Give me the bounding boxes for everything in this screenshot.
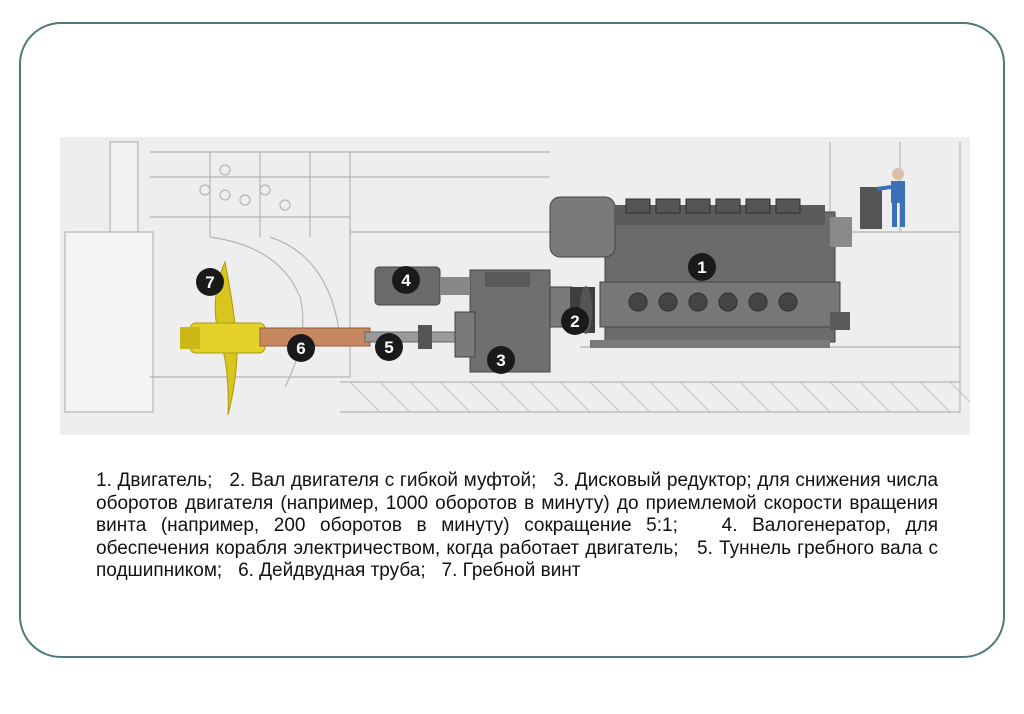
truss-strut <box>890 382 920 412</box>
marker-3-label: 3 <box>496 351 506 370</box>
truss-strut <box>770 382 800 412</box>
marker-6 <box>287 334 315 362</box>
cylinder-head <box>716 199 740 213</box>
truss-strut <box>740 382 770 412</box>
cylinder-head <box>686 199 710 213</box>
engine-cylinder <box>659 293 677 311</box>
marker-5-label: 5 <box>384 338 394 357</box>
marker-7-label: 7 <box>205 273 215 292</box>
engine-cylinder <box>719 293 737 311</box>
caption-item-2: 2. Вал двигателя с гибкой муфтой; <box>229 470 537 491</box>
caption-item-1: 1. Двигатель; <box>96 470 213 491</box>
marker-7 <box>196 268 224 296</box>
cylinder-head <box>776 199 800 213</box>
marker-4 <box>392 266 420 294</box>
caption-item-3: 3. Дисковый редуктор; для снижения числа оборотов двигателя (например, 1000 оборотов в минуту) до приемлемой скорости вращения винта (например, 200 оборотов в минуту) сокращение 5:1; <box>96 470 939 536</box>
marker-6-label: 6 <box>296 339 306 358</box>
cylinder-head <box>746 199 770 213</box>
engine-cylinder <box>629 293 647 311</box>
propulsion-diagram <box>60 137 970 435</box>
truss-strut <box>590 382 620 412</box>
truss-strut <box>680 382 710 412</box>
truss-strut <box>650 382 680 412</box>
truss-strut <box>500 382 530 412</box>
double-bottom-truss <box>350 382 970 412</box>
marker-3 <box>487 346 515 374</box>
truss-strut <box>530 382 560 412</box>
truss-strut <box>800 382 830 412</box>
marker-2-label: 2 <box>570 312 580 331</box>
truss-strut <box>860 382 890 412</box>
marker-4-label: 4 <box>401 271 411 290</box>
marker-5 <box>375 333 403 361</box>
diagram-caption <box>96 470 938 583</box>
shaft-generator-graphic <box>375 267 470 305</box>
caption-item-6: 6. Дейдвудная труба; <box>238 560 426 581</box>
truss-strut <box>560 382 590 412</box>
marker-1-label: 1 <box>697 258 707 277</box>
marker-1 <box>688 253 716 281</box>
truss-strut <box>620 382 650 412</box>
caption-item-5: 5. Туннель гребного вала с подшипником; <box>96 537 938 581</box>
engine-cylinder <box>749 293 767 311</box>
truss-strut <box>830 382 860 412</box>
caption-item-7: 7. Гребной винт <box>441 560 581 581</box>
shaft-bearing <box>418 325 432 349</box>
operator-figure <box>860 168 905 229</box>
truss-strut <box>710 382 740 412</box>
truss-strut <box>470 382 500 412</box>
cylinder-head <box>626 199 650 213</box>
engine-cylinder <box>779 293 797 311</box>
truss-strut <box>380 382 410 412</box>
engine-cylinder <box>689 293 707 311</box>
truss-strut <box>350 382 380 412</box>
cylinder-head <box>656 199 680 213</box>
caption-item-4: 4. Валогенератор, для обеспечения корабля электричеством, когда работает двигатель; <box>96 515 939 559</box>
truss-strut <box>410 382 440 412</box>
marker-2 <box>561 307 589 335</box>
truss-strut <box>440 382 470 412</box>
truss-strut <box>920 382 950 412</box>
propulsion-diagram-svg <box>60 137 970 435</box>
stern-tube-graphic <box>260 328 370 346</box>
